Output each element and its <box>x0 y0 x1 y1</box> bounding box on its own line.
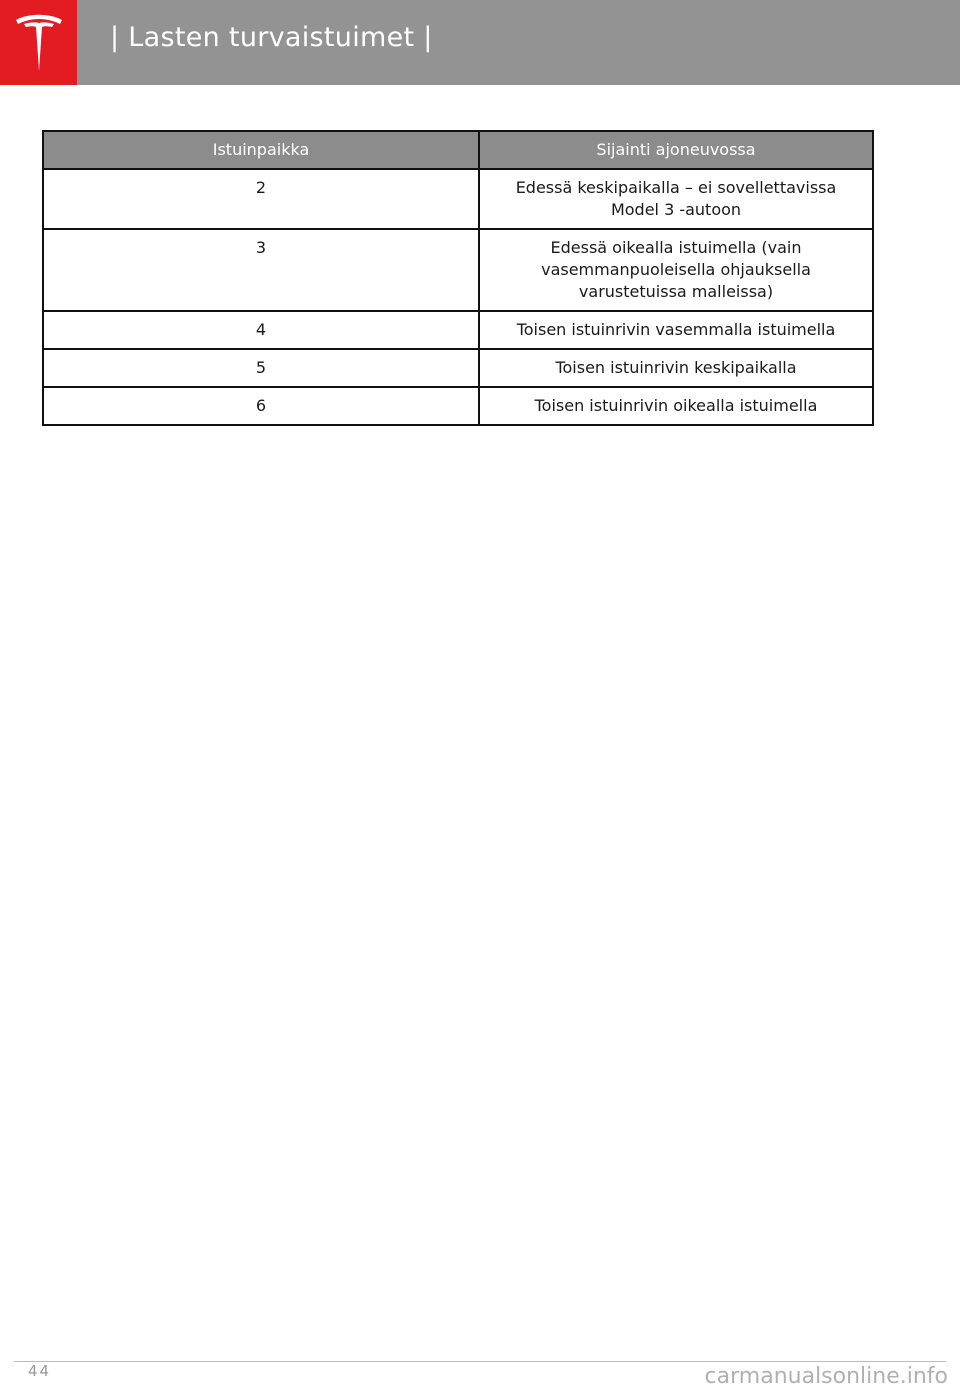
table-row <box>43 311 873 349</box>
table-row <box>43 229 873 311</box>
seat-number-cell: 4 <box>43 311 479 349</box>
watermark-text: carmanualsonline.info <box>704 1364 948 1389</box>
table-row <box>43 169 873 229</box>
brand-logo <box>0 0 77 85</box>
table-row <box>43 349 873 387</box>
table-row <box>43 387 873 425</box>
footer-divider <box>14 1361 946 1362</box>
page-number: 44 <box>28 1362 52 1380</box>
location-cell: Edessä keskipaikalla – ei sovellettavissa Model 3 -autoon <box>479 169 873 229</box>
page-title: | Lasten turvaistuimet | <box>110 22 433 53</box>
seat-number-cell: 6 <box>43 387 479 425</box>
seat-position-table <box>42 130 874 426</box>
location-cell: Edessä oikealla istuimella (vain vasemmanpuoleisella ohjauksella varustetuissa malleissa) <box>479 229 873 311</box>
location-cell: Toisen istuinrivin keskipaikalla <box>479 349 873 387</box>
column-header-seat-position: Istuinpaikka <box>43 131 479 169</box>
location-cell: Toisen istuinrivin vasemmalla istuimella <box>479 311 873 349</box>
tesla-logo-icon <box>14 14 64 72</box>
seat-number-cell: 2 <box>43 169 479 229</box>
seat-number-cell: 3 <box>43 229 479 311</box>
location-cell: Toisen istuinrivin oikealla istuimella <box>479 387 873 425</box>
table-header-row <box>43 131 873 169</box>
page-header <box>0 0 960 85</box>
seat-number-cell: 5 <box>43 349 479 387</box>
column-header-location: Sijainti ajoneuvossa <box>479 131 873 169</box>
